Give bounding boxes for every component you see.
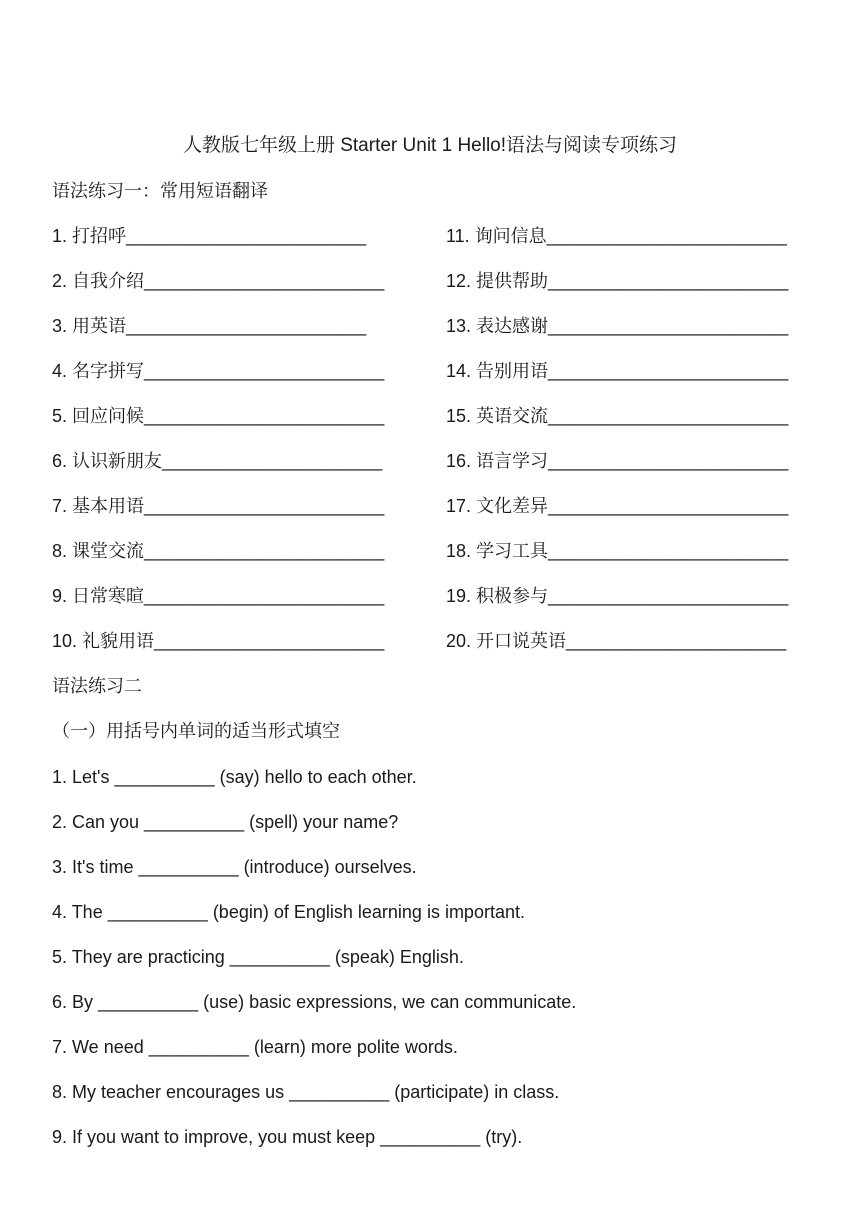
translation-item: 9. 日常寒暄________________________	[52, 586, 385, 606]
fill-item: 4. The __________ (begin) of English learning is important.	[52, 902, 525, 922]
subsection-heading: （一）用括号内单词的适当形式填空	[52, 721, 340, 741]
translation-item: 10. 礼貌用语_______________________	[52, 631, 385, 651]
translation-item: 14. 告别用语________________________	[446, 361, 789, 381]
fill-item: 5. They are practicing __________ (speak) English.	[52, 947, 464, 967]
translation-item: 19. 积极参与________________________	[446, 586, 789, 606]
section2-heading: 语法练习二	[52, 676, 142, 696]
translation-item: 5. 回应问候________________________	[52, 406, 385, 426]
translation-item: 2. 自我介绍________________________	[52, 271, 385, 291]
fill-item: 2. Can you __________ (spell) your name?	[52, 812, 399, 832]
translation-item: 11. 询问信息________________________	[446, 226, 787, 246]
fill-item: 1. Let's __________ (say) hello to each other.	[52, 767, 417, 787]
fill-item: 8. My teacher encourages us __________ (participate) in class.	[52, 1082, 560, 1102]
translation-item: 17. 文化差异________________________	[446, 496, 789, 516]
translation-item: 7. 基本用语________________________	[52, 496, 385, 516]
translation-item: 16. 语言学习________________________	[446, 451, 789, 471]
document-title: 人教版七年级上册 Starter Unit 1 Hello!语法与阅读专项练习	[182, 135, 678, 156]
translation-item: 18. 学习工具________________________	[446, 541, 789, 561]
fill-item: 3. It's time __________ (introduce) ourselves.	[52, 857, 417, 877]
translation-item: 8. 课堂交流________________________	[52, 541, 385, 561]
translation-item: 4. 名字拼写________________________	[52, 361, 385, 381]
translation-item: 13. 表达感谢________________________	[446, 316, 789, 336]
fill-item: 6. By __________ (use) basic expressions, we can communicate.	[52, 992, 577, 1012]
translation-item: 3. 用英语________________________	[52, 316, 367, 336]
translation-item: 20. 开口说英语______________________	[446, 631, 787, 651]
fill-item: 9. If you want to improve, you must keep __________ (try).	[52, 1127, 523, 1147]
fill-item: 7. We need __________ (learn) more polite words.	[52, 1037, 458, 1057]
translation-item: 12. 提供帮助________________________	[446, 271, 789, 291]
translation-item: 15. 英语交流________________________	[446, 406, 789, 426]
translation-item: 6. 认识新朋友______________________	[52, 451, 383, 471]
section1-heading: 语法练习一：常用短语翻译	[52, 181, 268, 201]
translation-item: 1. 打招呼________________________	[52, 226, 367, 246]
